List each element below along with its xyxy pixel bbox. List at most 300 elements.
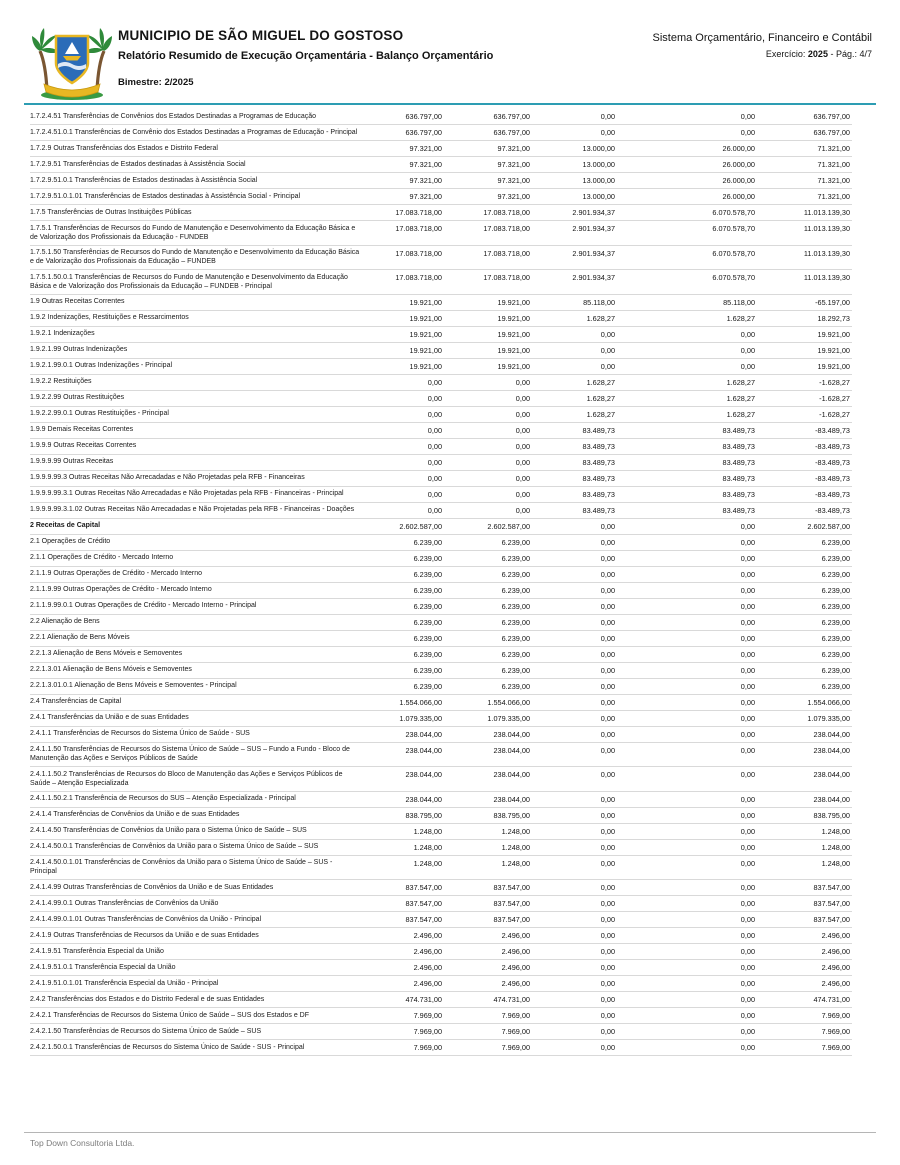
row-value-col4: 0,00 (740, 345, 755, 355)
row-value-col5: 19.921,00 (817, 345, 850, 355)
row-value-col5: 7.969,00 (821, 1011, 850, 1020)
table-row (30, 976, 852, 992)
table-row (30, 912, 852, 928)
exercise-label: Exercício: (765, 49, 806, 59)
row-value-col1: 6.239,00 (413, 649, 442, 659)
row-value-col2: 2.602.587,00 (487, 521, 530, 531)
row-value-col5: 2.496,00 (821, 979, 850, 988)
row-value-col2: 837.547,00 (493, 899, 530, 908)
row-value-col3: 83.489,73 (582, 505, 615, 515)
row-description: 2.2.1 Alienação de Bens Móveis (30, 634, 130, 641)
table-row (30, 1024, 852, 1040)
row-value-col2: 0,00 (515, 441, 530, 451)
row-value-col4: 83.489,73 (722, 457, 755, 467)
table-row (30, 944, 852, 960)
row-description: 2.4.1.1.50 Transferências de Recursos do Sistema Único de Saúde – SUS – Fundo a Fundo - Bloco de Manutenção das Ações e Serviços Públicos de Saúde (30, 746, 350, 762)
row-value-col5: 1.554.066,00 (807, 697, 850, 707)
row-value-col4: 26.000,00 (722, 144, 755, 153)
row-value-col5: 11.013.139,30 (803, 208, 850, 217)
row-value-col1: 6.239,00 (413, 569, 442, 579)
row-value-col2: 474.731,00 (493, 995, 530, 1004)
row-value-col2: 6.239,00 (501, 665, 530, 675)
table-row (30, 311, 852, 327)
row-value-col5: 6.239,00 (821, 649, 850, 659)
table-row (30, 679, 852, 695)
row-value-col2: 1.079.335,00 (487, 713, 530, 723)
row-value-col1: 6.239,00 (413, 537, 442, 547)
row-value-col1: 2.602.587,00 (399, 521, 442, 531)
row-value-col5: 6.239,00 (821, 617, 850, 627)
row-description: 2.4.1.9 Outras Transferências de Recursos da União e de suas Entidades (30, 931, 259, 939)
row-value-col3: 0,00 (600, 633, 615, 643)
table-row (30, 896, 852, 912)
header-divider (24, 103, 876, 105)
row-value-col4: 0,00 (740, 521, 755, 531)
row-value-col3: 0,00 (600, 915, 615, 924)
row-value-col4: 0,00 (740, 112, 755, 121)
row-value-col3: 0,00 (600, 729, 615, 739)
row-value-col4: 1.628,27 (726, 393, 755, 403)
table-row (30, 1040, 852, 1056)
row-value-col3: 1.628,27 (586, 393, 615, 403)
row-value-col3: 0,00 (600, 1027, 615, 1036)
row-value-col1: 97.321,00 (409, 192, 442, 201)
row-description: 2.4.1.4.99.0.1.01 Outras Transferências de Convênios da União - Principal (30, 915, 262, 923)
table-row (30, 157, 852, 173)
row-value-col1: 6.239,00 (413, 633, 442, 643)
row-value-col1: 2.496,00 (413, 963, 442, 972)
row-value-col4: 6.070.578,70 (712, 248, 755, 258)
row-value-col3: 13.000,00 (582, 144, 615, 153)
row-value-col3: 0,00 (600, 810, 615, 820)
row-value-col3: 85.118,00 (583, 297, 615, 307)
row-value-col3: 0,00 (600, 1011, 615, 1020)
row-description: 1.9.2 Indenizações, Restituições e Ressarcimentos (30, 314, 189, 321)
row-value-col3: 13.000,00 (582, 192, 615, 201)
row-description: 1.9.9.9.99.3 Outras Receitas Não Arrecadadas e Não Projetadas pela RFB - Financeiras (30, 474, 305, 481)
page-number: - Pág.: 4/7 (830, 49, 872, 59)
row-value-col4: 0,00 (740, 128, 755, 137)
table-row (30, 880, 852, 896)
row-value-col5: 6.239,00 (821, 633, 850, 643)
row-value-col5: -83.489,73 (815, 489, 850, 499)
row-description: 2.4.2.1.50 Transferências de Recursos do Sistema Único de Saúde – SUS (30, 1027, 262, 1035)
row-description: 2.4.1.4.50 Transferências de Convênios da União para o Sistema Único de Saúde – SUS (30, 827, 307, 834)
table-row (30, 246, 852, 271)
row-description: 1.9.9.9.99.3.1.02 Outras Receitas Não Arrecadadas e Não Projetadas pela RFB - Financeiras - Doações (30, 506, 355, 513)
row-value-col5: 6.239,00 (821, 537, 850, 547)
row-value-col3: 0,00 (600, 329, 615, 339)
header-system-info (653, 32, 872, 59)
row-value-col4: 0,00 (740, 794, 755, 804)
row-value-col1: 0,00 (427, 505, 442, 515)
row-value-col2: 6.239,00 (501, 553, 530, 563)
row-value-col2: 2.496,00 (501, 931, 530, 940)
municipality-name: MUNICIPIO DE SÃO MIGUEL DO GOSTOSO (118, 28, 404, 43)
row-value-col5: 474.731,00 (813, 995, 850, 1004)
table-row (30, 471, 852, 487)
row-description: 2.2.1.3.01.0.1 Alienação de Bens Móveis e Semoventes - Principal (30, 682, 237, 689)
row-description: 1.9 Outras Receitas Correntes (30, 298, 125, 305)
table-row (30, 695, 852, 711)
row-value-col1: 19.921,00 (409, 313, 442, 323)
row-value-col2: 17.083.718,00 (483, 248, 530, 258)
row-value-col2: 1.554.066,00 (487, 697, 530, 707)
row-value-col1: 17.083.718,00 (395, 208, 442, 217)
row-value-col2: 1.248,00 (501, 826, 530, 836)
row-value-col1: 837.547,00 (405, 915, 442, 924)
table-row (30, 647, 852, 663)
row-value-col3: 13.000,00 (582, 176, 615, 185)
row-value-col1: 0,00 (427, 425, 442, 435)
row-description: 2.4.1.1.50.2 Transferências de Recursos do Bloco de Manutenção das Ações e Serviços Públicos de Saúde – Atenção Especializada (30, 770, 343, 787)
row-description: 1.9.2.1.99 Outras Indenizações (30, 346, 128, 353)
row-description: 2.1 Operações de Crédito (30, 538, 111, 545)
table-row (30, 824, 852, 840)
row-value-col3: 0,00 (600, 979, 615, 988)
row-value-col1: 7.969,00 (413, 1043, 442, 1052)
row-value-col5: -83.489,73 (815, 505, 850, 515)
row-description: 1.9.2.2 Restituições (30, 378, 92, 385)
row-value-col4: 83.489,73 (722, 505, 755, 515)
row-value-col4: 0,00 (740, 770, 755, 779)
row-value-col1: 1.248,00 (413, 858, 442, 868)
row-value-col2: 6.239,00 (501, 681, 530, 691)
row-value-col3: 0,00 (600, 681, 615, 691)
row-description: 2.2.1.3 Alienação de Bens Móveis e Semoventes (30, 650, 183, 657)
row-value-col4: 0,00 (740, 745, 755, 755)
row-description: 1.7.2.4.51.0.1 Transferências de Convênio dos Estados Destinadas a Programas de Educação - Principal (30, 128, 358, 136)
table-row (30, 767, 852, 792)
row-value-col5: 837.547,00 (813, 915, 850, 924)
row-value-col4: 1.628,27 (726, 409, 755, 419)
row-value-col3: 0,00 (600, 617, 615, 627)
row-value-col3: 0,00 (600, 649, 615, 659)
row-description: 2.4.2.1 Transferências de Recursos do Sistema Único de Saúde – SUS dos Estados e DF (30, 1011, 309, 1019)
row-value-col2: 97.321,00 (497, 176, 530, 185)
row-value-col5: 238.044,00 (813, 745, 850, 755)
row-value-col1: 6.239,00 (413, 681, 442, 691)
row-value-col1: 97.321,00 (409, 176, 442, 185)
row-value-col1: 2.496,00 (413, 979, 442, 988)
row-value-col2: 19.921,00 (497, 345, 530, 355)
row-value-col1: 19.921,00 (409, 297, 442, 307)
row-description: 2.4.1.9.51.0.1.01 Transferência Especial da União - Principal (30, 979, 219, 987)
row-value-col3: 0,00 (600, 931, 615, 940)
table-row (30, 487, 852, 503)
row-value-col2: 97.321,00 (497, 144, 530, 153)
row-value-col1: 19.921,00 (409, 329, 442, 339)
row-value-col3: 0,00 (600, 883, 615, 892)
table-row (30, 439, 852, 455)
row-value-col4: 0,00 (740, 601, 755, 611)
row-description: 2.4.1.4.99.0.1 Outras Transferências de Convênios da União (30, 899, 219, 907)
report-title: Relatório Resumido de Execução Orçamentária - Balanço Orçamentário (118, 50, 494, 62)
row-description: 2.4.1.9.51 Transferência Especial da União (30, 947, 164, 955)
row-value-col4: 85.118,00 (723, 297, 755, 307)
table-row (30, 727, 852, 743)
row-value-col3: 0,00 (600, 361, 615, 371)
row-value-col5: 6.239,00 (821, 665, 850, 675)
row-value-col3: 0,00 (600, 770, 615, 779)
row-value-col3: 13.000,00 (582, 160, 615, 169)
row-value-col2: 17.083.718,00 (483, 273, 530, 282)
row-value-col3: 1.628,27 (586, 377, 615, 387)
row-value-col5: 838.795,00 (813, 810, 850, 820)
row-value-col2: 238.044,00 (493, 745, 530, 755)
table-row (30, 221, 852, 246)
row-value-col5: 1.248,00 (821, 858, 850, 868)
row-value-col5: 11.013.139,30 (803, 273, 850, 282)
row-value-col4: 0,00 (740, 1043, 755, 1052)
row-value-col5: 2.602.587,00 (807, 521, 850, 531)
row-value-col1: 474.731,00 (405, 995, 442, 1004)
row-value-col4: 0,00 (740, 361, 755, 371)
row-description: 1.9.9.9.99 Outras Receitas (30, 458, 114, 465)
row-value-col5: 71.321,00 (817, 176, 850, 185)
row-description: 1.9.2.1.99.0.1 Outras Indenizações - Principal (30, 362, 173, 369)
row-value-col1: 1.248,00 (413, 826, 442, 836)
row-description: 1.7.2.9.51 Transferências de Estados destinadas à Assistência Social (30, 160, 246, 168)
row-value-col3: 83.489,73 (582, 457, 615, 467)
row-value-col5: 19.921,00 (817, 361, 850, 371)
row-value-col2: 2.496,00 (501, 947, 530, 956)
row-value-col3: 0,00 (600, 858, 615, 868)
row-value-col1: 238.044,00 (405, 729, 442, 739)
row-value-col1: 1.248,00 (413, 842, 442, 852)
row-value-col4: 0,00 (740, 585, 755, 595)
footer-divider (24, 1132, 876, 1133)
row-description: 2.4.1.4.99 Outras Transferências de Convênios da União e de Suas Entidades (30, 883, 274, 891)
row-value-col4: 6.070.578,70 (712, 208, 755, 217)
footer-company: Top Down Consultoria Ltda. (30, 1138, 135, 1148)
row-value-col4: 83.489,73 (722, 489, 755, 499)
table-row (30, 583, 852, 599)
table-row (30, 711, 852, 727)
row-value-col1: 17.083.718,00 (395, 248, 442, 258)
table-row (30, 295, 852, 311)
row-value-col4: 0,00 (740, 899, 755, 908)
row-description: 1.7.5.1 Transferências de Recursos do Fundo de Manutenção e Desenvolvimento da Educação Básica e de Valorização dos Profissionais da Educação - FUNDEB (30, 224, 356, 241)
row-value-col3: 1.628,27 (586, 313, 615, 323)
table-row (30, 141, 852, 157)
row-description: 1.7.2.4.51 Transferências de Convênios dos Estados Destinadas a Programas de Educação (30, 112, 317, 120)
table-row (30, 840, 852, 856)
row-description: 2.4.1.1 Transferências de Recursos do Sistema Único de Saúde - SUS (30, 730, 250, 737)
row-value-col1: 636.797,00 (405, 112, 442, 121)
table-row (30, 503, 852, 519)
row-value-col5: 2.496,00 (821, 963, 850, 972)
row-value-col3: 83.489,73 (582, 425, 615, 435)
row-value-col4: 6.070.578,70 (712, 273, 755, 282)
row-value-col5: 636.797,00 (813, 128, 850, 137)
row-value-col4: 0,00 (740, 915, 755, 924)
table-row (30, 856, 852, 881)
table-row (30, 792, 852, 808)
row-value-col1: 2.496,00 (413, 947, 442, 956)
row-value-col5: 11.013.139,30 (803, 248, 850, 258)
row-value-col5: 71.321,00 (817, 160, 850, 169)
row-description: 1.7.2.9.51.0.1 Transferências de Estados destinadas à Assistência Social (30, 176, 258, 184)
table-row (30, 205, 852, 221)
table-row (30, 455, 852, 471)
row-value-col5: -1.628,27 (819, 409, 850, 419)
row-value-col5: 7.969,00 (821, 1043, 850, 1052)
row-value-col4: 0,00 (740, 633, 755, 643)
row-value-col3: 83.489,73 (582, 441, 615, 451)
table-row (30, 109, 852, 125)
row-description: 2.4.1.1.50.2.1 Transferência de Recursos do SUS – Atenção Especializada - Principal (30, 795, 296, 802)
table-row (30, 663, 852, 679)
row-value-col2: 6.239,00 (501, 633, 530, 643)
row-value-col4: 0,00 (740, 553, 755, 563)
row-value-col5: 1.248,00 (821, 826, 850, 836)
bimester-label: Bimestre: 2/2025 (118, 77, 194, 88)
row-value-col1: 0,00 (427, 441, 442, 451)
row-value-col4: 83.489,73 (722, 473, 755, 483)
row-description: 2.4.1.9.51.0.1 Transferência Especial da União (30, 963, 176, 971)
row-value-col3: 0,00 (600, 585, 615, 595)
row-value-col4: 0,00 (740, 617, 755, 627)
row-value-col1: 1.554.066,00 (399, 697, 442, 707)
row-value-col2: 6.239,00 (501, 569, 530, 579)
row-value-col2: 838.795,00 (493, 810, 530, 820)
row-value-col3: 0,00 (600, 665, 615, 675)
row-description: 1.9.9.9.99.3.1 Outras Receitas Não Arrecadadas e Não Projetadas pela RFB - Financeiras - Principal (30, 490, 344, 497)
table-row (30, 743, 852, 768)
row-value-col3: 2.901.934,37 (572, 248, 615, 258)
row-value-col2: 6.239,00 (501, 601, 530, 611)
row-value-col4: 0,00 (740, 931, 755, 940)
row-description: 2.1.1.9 Outras Operações de Crédito - Mercado Interno (30, 570, 202, 577)
row-value-col1: 0,00 (427, 457, 442, 467)
row-value-col4: 0,00 (740, 826, 755, 836)
row-value-col4: 26.000,00 (722, 176, 755, 185)
row-description: 2.1.1 Operações de Crédito - Mercado Interno (30, 554, 174, 561)
row-value-col3: 0,00 (600, 826, 615, 836)
row-value-col4: 0,00 (740, 858, 755, 868)
row-value-col4: 0,00 (740, 842, 755, 852)
row-value-col1: 97.321,00 (409, 160, 442, 169)
row-value-col2: 17.083.718,00 (483, 208, 530, 217)
row-value-col2: 19.921,00 (497, 361, 530, 371)
row-value-col1: 19.921,00 (409, 361, 442, 371)
table-row (30, 1008, 852, 1024)
row-value-col1: 837.547,00 (405, 899, 442, 908)
row-value-col3: 0,00 (600, 745, 615, 755)
row-value-col2: 636.797,00 (493, 112, 530, 121)
table-row (30, 567, 852, 583)
row-description: 2.2 Alienação de Bens (30, 618, 100, 625)
row-value-col3: 0,00 (600, 947, 615, 956)
row-value-col1: 238.044,00 (405, 745, 442, 755)
row-description: 1.7.2.9.51.0.1.01 Transferências de Estados destinadas à Assistência Social - Principal (30, 192, 301, 200)
row-value-col5: 18.292,73 (817, 313, 850, 323)
row-value-col5: 238.044,00 (813, 770, 850, 779)
row-value-col3: 83.489,73 (582, 489, 615, 499)
row-description: 2.4.2 Transferências dos Estados e do Distrito Federal e de suas Entidades (30, 995, 265, 1003)
table-row (30, 599, 852, 615)
row-value-col3: 1.628,27 (586, 409, 615, 419)
row-value-col1: 6.239,00 (413, 585, 442, 595)
row-value-col2: 97.321,00 (497, 192, 530, 201)
row-value-col1: 7.969,00 (413, 1011, 442, 1020)
row-value-col1: 837.547,00 (405, 883, 442, 892)
row-value-col2: 7.969,00 (501, 1011, 530, 1020)
row-description: 1.7.5.1.50.0.1 Transferências de Recursos do Fundo de Manutenção e Desenvolvimento da Educação Básica e de Valorização dos Profissionais da Educação – FUNDEB - Principal (30, 273, 348, 290)
row-value-col5: -83.489,73 (815, 457, 850, 467)
row-value-col3: 0,00 (600, 537, 615, 547)
row-value-col3: 83.489,73 (582, 473, 615, 483)
row-value-col2: 0,00 (515, 473, 530, 483)
row-value-col2: 837.547,00 (493, 915, 530, 924)
row-value-col1: 6.239,00 (413, 601, 442, 611)
row-value-col2: 238.044,00 (493, 729, 530, 739)
row-value-col5: 837.547,00 (813, 899, 850, 908)
row-value-col3: 0,00 (600, 345, 615, 355)
row-value-col3: 0,00 (600, 521, 615, 531)
row-description: 2.4.1.4.50.0.1 Transferências de Convênios da União para o Sistema Único de Saúde – SUS (30, 843, 319, 850)
row-value-col1: 0,00 (427, 393, 442, 403)
row-value-col4: 0,00 (740, 649, 755, 659)
row-value-col1: 19.921,00 (409, 345, 442, 355)
exercise-page-line (653, 49, 872, 59)
row-value-col3: 0,00 (600, 697, 615, 707)
row-description: 2 Receitas de Capital (30, 522, 101, 529)
row-value-col4: 1.628,27 (726, 377, 755, 387)
row-value-col2: 636.797,00 (493, 128, 530, 137)
row-value-col1: 636.797,00 (405, 128, 442, 137)
table-row (30, 189, 852, 205)
row-description: 1.7.2.9 Outras Transferências dos Estados e Distrito Federal (30, 144, 218, 152)
exercise-value: 2025 (807, 49, 828, 59)
table-row (30, 359, 852, 375)
row-value-col2: 97.321,00 (497, 160, 530, 169)
row-value-col2: 6.239,00 (501, 585, 530, 595)
row-value-col5: 2.496,00 (821, 931, 850, 940)
row-value-col4: 0,00 (740, 810, 755, 820)
row-description: 1.9.2.2.99.0.1 Outras Restituições - Principal (30, 410, 169, 417)
row-description: 1.9.2.1 Indenizações (30, 330, 95, 337)
row-value-col3: 0,00 (600, 112, 615, 121)
row-value-col1: 17.083.718,00 (395, 224, 442, 233)
row-value-col1: 0,00 (427, 489, 442, 499)
row-value-col1: 6.239,00 (413, 665, 442, 675)
row-value-col2: 837.547,00 (493, 883, 530, 892)
table-row (30, 375, 852, 391)
table-row (30, 615, 852, 631)
row-value-col3: 2.901.934,37 (572, 224, 615, 233)
table-row (30, 519, 852, 535)
row-value-col1: 0,00 (427, 473, 442, 483)
row-value-col4: 0,00 (740, 883, 755, 892)
table-row (30, 125, 852, 141)
row-value-col2: 0,00 (515, 425, 530, 435)
row-value-col5: 71.321,00 (817, 192, 850, 201)
row-value-col4: 0,00 (740, 947, 755, 956)
row-value-col3: 0,00 (600, 794, 615, 804)
row-value-col2: 0,00 (515, 409, 530, 419)
row-value-col2: 19.921,00 (497, 313, 530, 323)
row-value-col4: 0,00 (740, 963, 755, 972)
row-value-col5: 636.797,00 (813, 112, 850, 121)
table-row (30, 423, 852, 439)
row-value-col5: -83.489,73 (815, 473, 850, 483)
row-value-col1: 838.795,00 (405, 810, 442, 820)
row-value-col4: 0,00 (740, 697, 755, 707)
row-value-col4: 0,00 (740, 729, 755, 739)
row-value-col4: 0,00 (740, 569, 755, 579)
